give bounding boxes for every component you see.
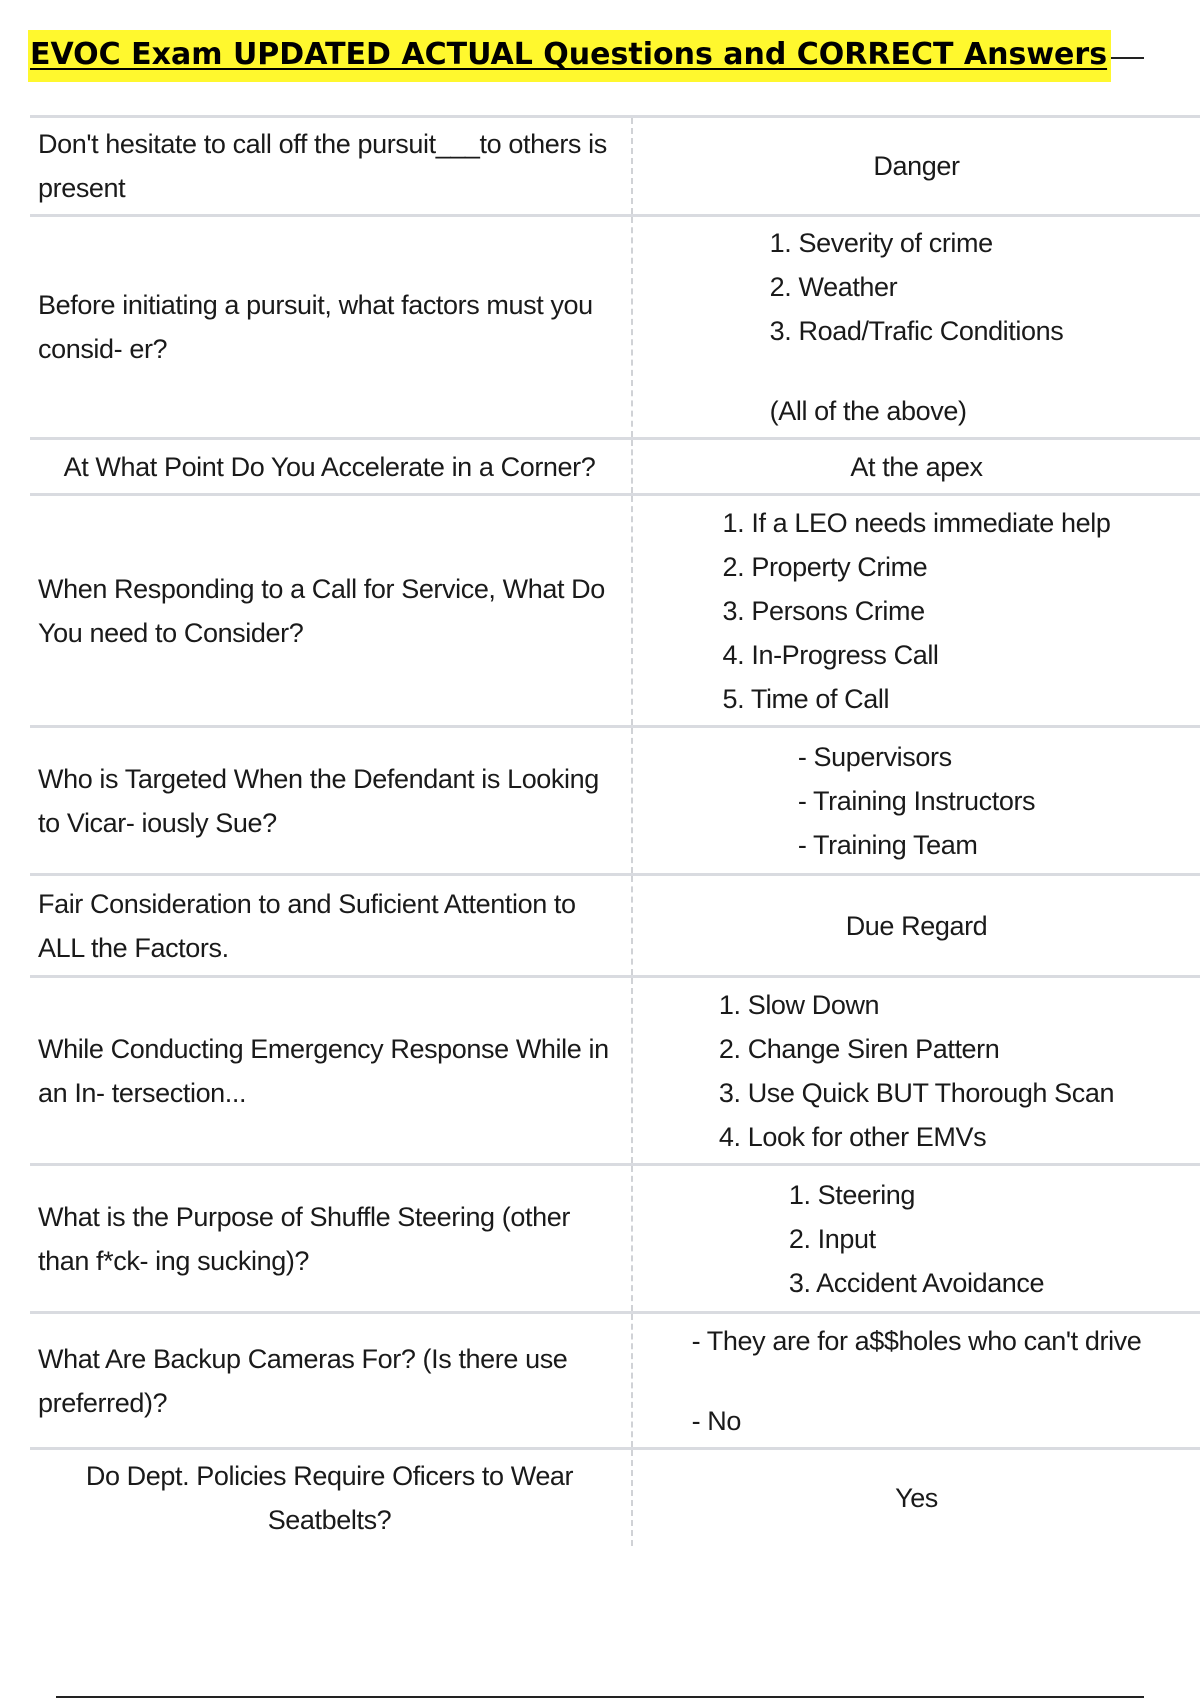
answer-cell: [632, 977, 1200, 1165]
qa-row: [30, 117, 1200, 216]
answer-item: 3. Persons Crime: [722, 595, 925, 626]
question-text: When Responding to a Call for Service, What Do You need to Consider?: [38, 573, 605, 648]
qa-row: [30, 875, 1200, 977]
answer-cell: [632, 727, 1200, 875]
answer-item: - They are for a$$holes who can't drive: [691, 1325, 1142, 1356]
question-text: At What Point Do You Accelerate in a Corner?: [63, 451, 596, 482]
answer-item: - Training Team: [797, 829, 978, 860]
question-cell: [30, 1449, 632, 1548]
qa-row: [30, 977, 1200, 1165]
answer-list: [789, 1173, 1044, 1305]
qa-row: [30, 1449, 1200, 1548]
question-cell: [30, 216, 632, 439]
answer-item: 1. Steering: [788, 1179, 916, 1210]
answer-list: [719, 983, 1114, 1159]
answer-item: - No: [691, 1405, 742, 1436]
question-text: What Are Backup Cameras For? (Is there use preferred)?: [38, 1343, 568, 1418]
answer-cell: [632, 1165, 1200, 1313]
question-text: What is the Purpose of Shuffle Steering (other than f*ck- ing sucking)?: [38, 1201, 570, 1276]
qa-row: [30, 1313, 1200, 1449]
answer-cell: [632, 875, 1200, 977]
question-cell: [30, 117, 632, 216]
answer-list: [798, 735, 1035, 867]
answer-item: 3. Road/Trafic Conditions: [769, 316, 1064, 346]
answer-cell: [632, 1313, 1200, 1449]
answer-cell: [632, 117, 1200, 216]
answer-item: 3. Accident Avoidance: [788, 1267, 1045, 1298]
answer-item: 2. Weather: [769, 272, 898, 302]
question-cell: [30, 875, 632, 977]
answer-item: 1. Slow Down: [718, 989, 880, 1020]
answer-item: - Training Instructors: [797, 785, 1036, 816]
qa-table: [30, 115, 1200, 1549]
answer-item: 4. Look for other EMVs: [718, 1121, 987, 1152]
answer-item: 2. Property Crime: [722, 551, 928, 582]
answer-cell: [632, 1449, 1200, 1548]
answer-text: Yes: [895, 1483, 938, 1513]
answer-item: 5. Time of Call: [722, 683, 890, 714]
answer-item: (All of the above): [769, 396, 967, 426]
question-text: While Conducting Emergency Response While in an In- tersection...: [38, 1033, 609, 1108]
title-block: [28, 30, 1144, 86]
answer-cell: [632, 216, 1200, 439]
qa-row: [30, 495, 1200, 727]
answer-item: 2. Change Siren Pattern: [718, 1033, 1000, 1064]
answer-item: - Supervisors: [797, 741, 952, 772]
question-cell: [30, 1165, 632, 1313]
document-title: EVOC Exam UPDATED ACTUAL Questions and CORRECT Answers: [28, 30, 1111, 82]
qa-row: [30, 727, 1200, 875]
question-text: Before initiating a pursuit, what factors must you consid- er?: [38, 290, 593, 364]
answer-gap: [692, 1363, 1142, 1399]
answer-list: [692, 1319, 1142, 1443]
question-text: Who is Targeted When the Defendant is Looking to Vicar- iously Sue?: [38, 763, 599, 838]
answer-item: 2. Input: [788, 1223, 876, 1254]
question-cell: [30, 495, 632, 727]
answer-text: At the apex: [850, 451, 983, 482]
answer-cell: [632, 495, 1200, 727]
qa-row: [30, 1165, 1200, 1313]
footer-rule: [56, 1696, 1144, 1698]
question-text: Fair Consideration to and Suficient Attention to ALL the Factors.: [38, 888, 576, 963]
answer-list: [770, 221, 1064, 433]
question-cell: [30, 1313, 632, 1449]
answer-gap: [770, 353, 1064, 389]
question-cell: [30, 977, 632, 1165]
qa-row: [30, 216, 1200, 439]
question-cell: [30, 439, 632, 495]
answer-item: 4. In-Progress Call: [722, 639, 939, 670]
question-cell: [30, 727, 632, 875]
answer-text: Danger: [873, 151, 960, 181]
answer-text: Due Regard: [845, 910, 988, 941]
qa-row: [30, 439, 1200, 495]
answer-list: [723, 501, 1111, 721]
answer-item: 3. Use Quick BUT Thorough Scan: [718, 1077, 1115, 1108]
answer-cell: [632, 439, 1200, 495]
question-text: Don't hesitate to call off the pursuit___to others is present: [38, 129, 607, 203]
question-text: Do Dept. Policies Require Oficers to Wear Seatbelts?: [85, 1461, 574, 1535]
answer-item: 1. If a LEO needs immediate help: [722, 507, 1111, 538]
answer-item: 1. Severity of crime: [769, 228, 993, 258]
